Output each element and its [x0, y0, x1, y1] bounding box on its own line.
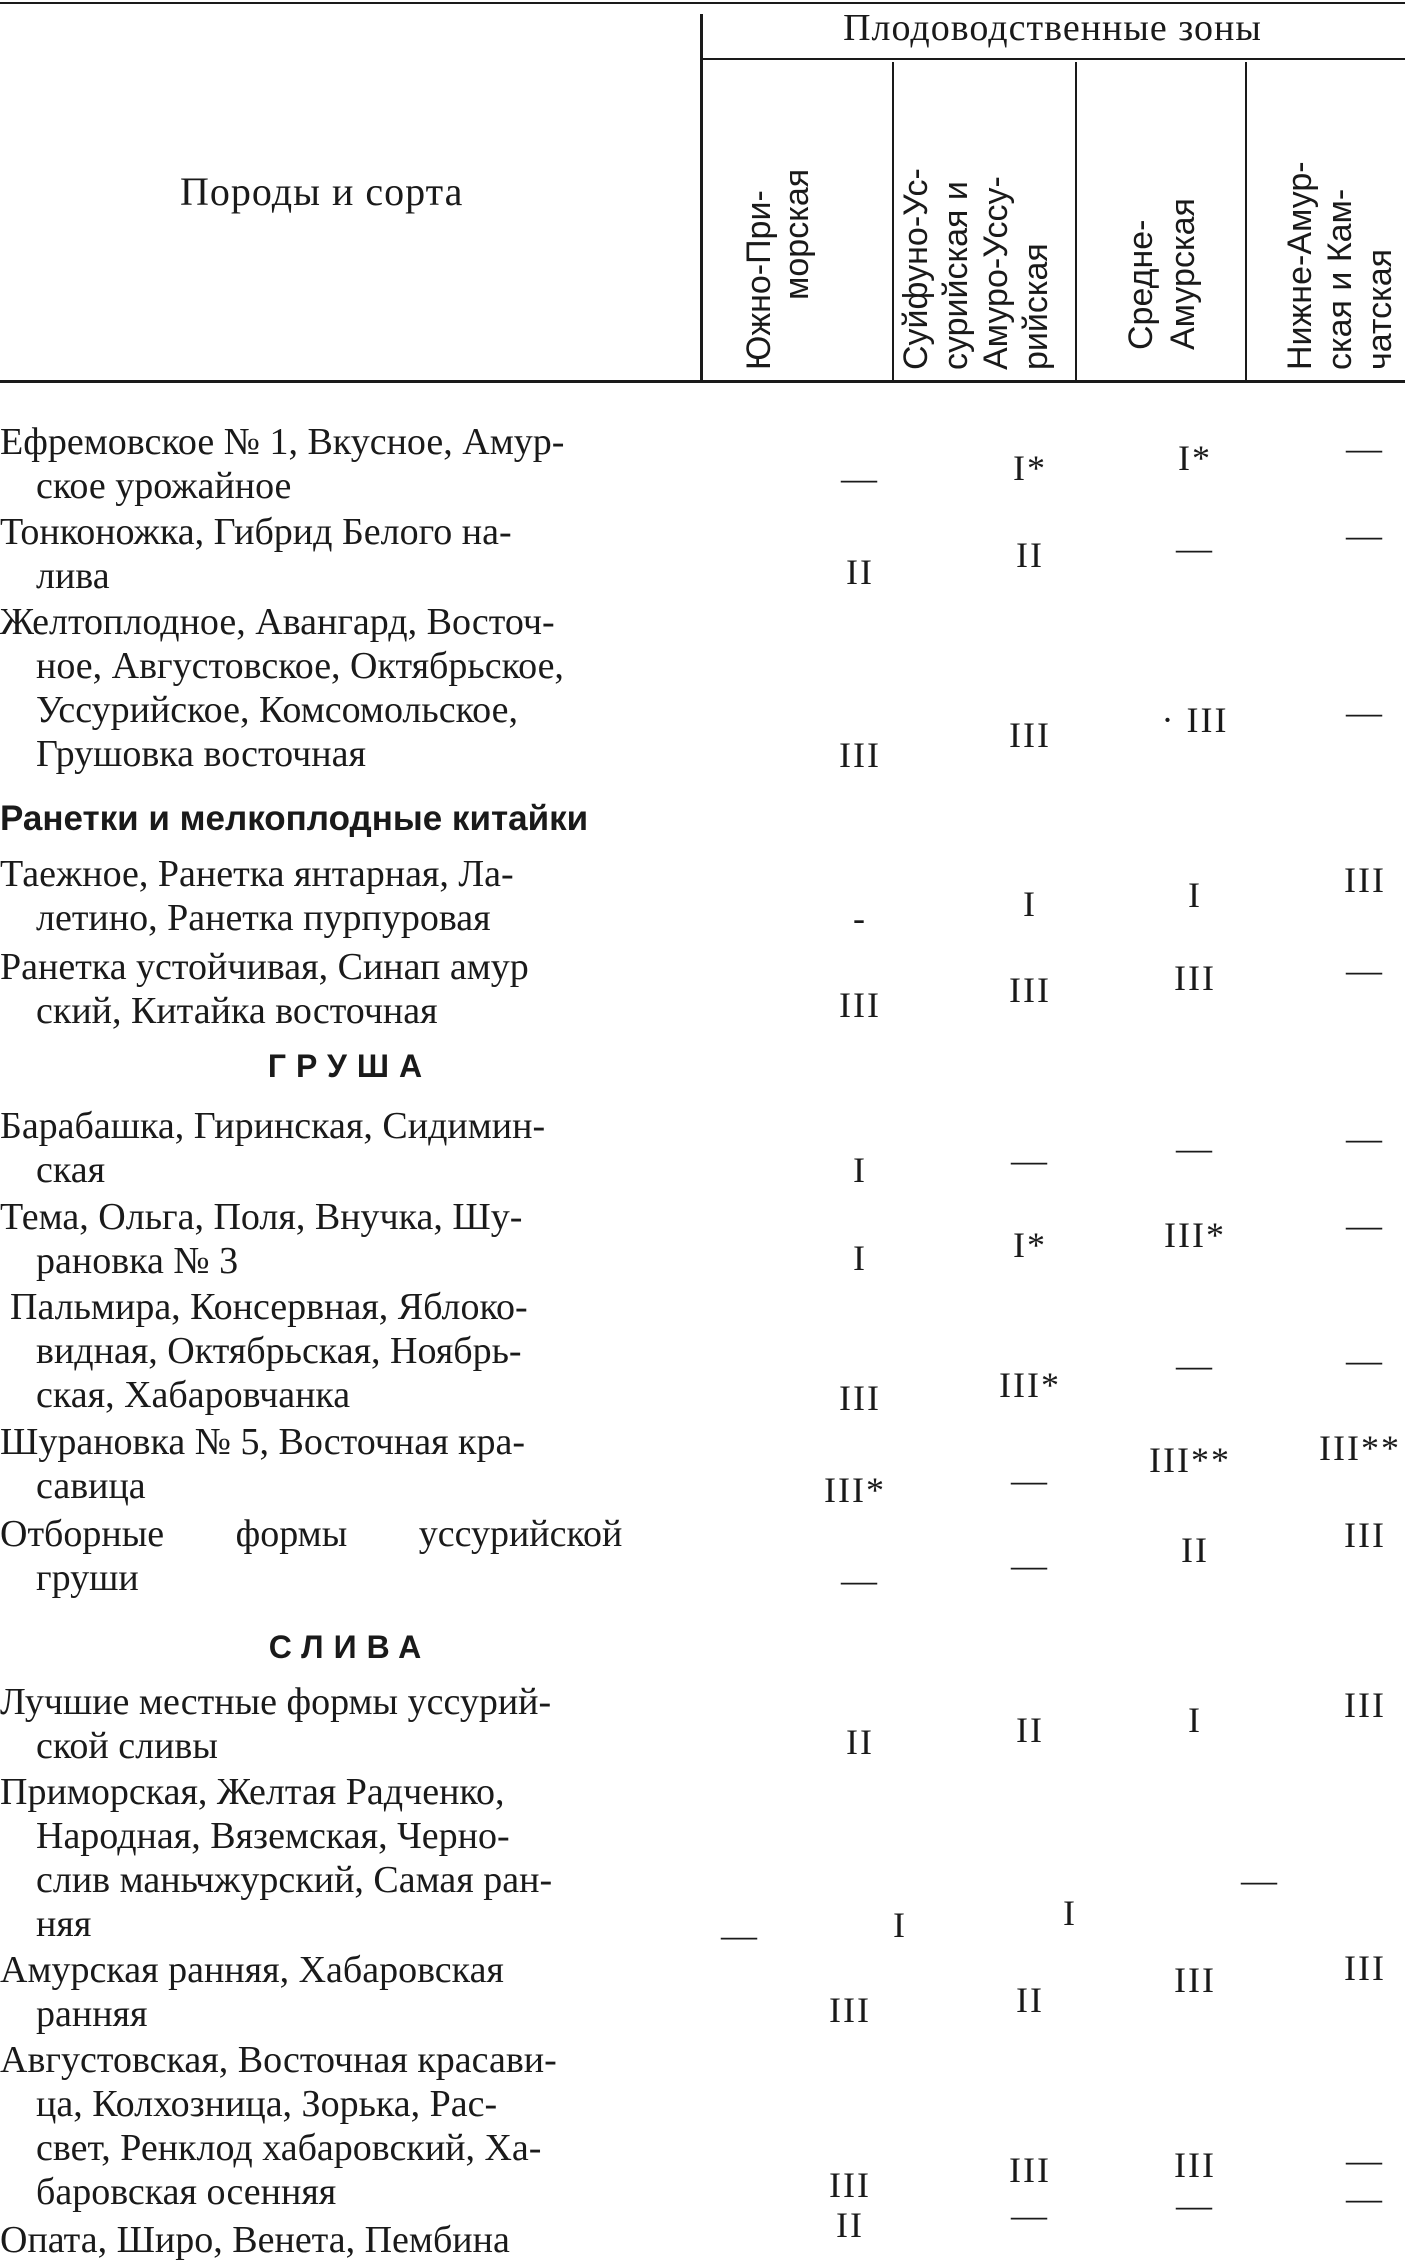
zone-mark: III — [829, 2165, 871, 2205]
zone-mark: III — [1009, 715, 1051, 755]
table-row-name: Лучшие местные формы уссурий- ской сливы — [0, 1681, 552, 1767]
section-grusha: ГРУША — [267, 1048, 433, 1084]
table-row-name: Таежное, Ранетка янтарная, Ла- летино, Ранетка пурпуровая — [0, 853, 514, 939]
zone-mark: — — [1011, 1460, 1049, 1500]
zone-mark: III* — [999, 1365, 1061, 1405]
column-header-middle-amur: Средне- Амурская — [1122, 198, 1202, 350]
zone-mark: II — [846, 1722, 874, 1762]
zone-mark: II — [836, 2205, 864, 2245]
zone-mark: III* — [824, 1470, 886, 1510]
zone-mark: I — [853, 1238, 867, 1278]
zone-mark: II — [846, 552, 874, 592]
column-header-lower-amur-kamchatka: Нижне-Амур- ская и Кам- чатская — [1281, 161, 1399, 370]
zone-mark: I — [1188, 1700, 1202, 1740]
zone-mark: I* — [1178, 438, 1212, 478]
zone-mark: I — [1188, 875, 1202, 915]
zone-mark: II — [1016, 1710, 1044, 1750]
zone-mark: I — [1063, 1893, 1077, 1933]
zone-mark: III** — [1319, 1428, 1401, 1468]
zone-mark: I* — [1013, 1225, 1047, 1265]
zone-mark: III — [1174, 958, 1216, 998]
table-row-name: Тема, Ольга, Поля, Внучка, Шу- рановка № 3 — [0, 1196, 523, 1282]
zone-mark: II — [1016, 1980, 1044, 2020]
table-row-name: Шурановка № 5, Восточная кра- савица — [0, 1421, 526, 1507]
divider-main — [700, 14, 703, 380]
section-sliva: СЛИВА — [268, 1629, 432, 1665]
divider-col-1 — [892, 62, 894, 380]
zone-mark: · III — [1161, 700, 1229, 740]
zone-mark: — — [1176, 1345, 1214, 1385]
zone-mark: III — [1344, 1948, 1386, 1988]
zone-mark: — — [1346, 950, 1384, 990]
table-row-name: Желтоплодное, Авангард, Восточ- ное, Августовское, Октябрьское, Уссурийское, Комсомольское, Грушовка восточная — [0, 601, 564, 775]
zone-mark: — — [1176, 2185, 1214, 2225]
zone-mark: III — [839, 985, 881, 1025]
zone-mark: — — [1011, 2195, 1049, 2235]
breeds-column-header: Породы и сорта — [180, 169, 464, 214]
zone-mark: — — [721, 1915, 759, 1955]
zone-mark: — — [1346, 1340, 1384, 1380]
column-header-south-primorsk: Южно-При- морская — [740, 168, 816, 370]
zone-mark: III* — [1164, 1215, 1226, 1255]
table-row-name: Пальмира, Консервная, Яблоко- видная, Октябрьская, Ноябрь- ская, Хабаровчанка — [10, 1286, 528, 1416]
zone-mark: III — [839, 735, 881, 775]
column-header-suifun-ussuri: Суйфуно-Ус- сурийская и Амуро-Уссу- рийская — [897, 168, 1055, 370]
divider-col-3 — [1245, 62, 1247, 380]
zone-mark: I* — [1013, 448, 1047, 488]
table-row-name: Ефремовское № 1, Вкусное, Амур- ское урожайное — [0, 421, 565, 507]
zone-mark: — — [1176, 1128, 1214, 1168]
zone-mark: — — [1241, 1860, 1279, 1900]
zone-mark: II — [1181, 1530, 1209, 1570]
zone-mark: III — [829, 1990, 871, 2030]
zone-mark: III — [1009, 970, 1051, 1010]
zone-mark: I — [1023, 884, 1037, 924]
table-row-name: Августовская, Восточная красави- ца, Колхозница, Зорька, Рас- свет, Ренклод хабаровский, Ха- баровская осенняя — [0, 2039, 557, 2213]
zone-mark: I — [853, 1150, 867, 1190]
zone-mark: III — [1344, 1685, 1386, 1725]
zone-mark: — — [1346, 692, 1384, 732]
zone-mark: — — [841, 1560, 879, 1600]
zone-mark: — — [1011, 1140, 1049, 1180]
header-bottom-rule — [0, 380, 1405, 383]
zone-mark: — — [841, 458, 879, 498]
zone-mark: — — [1346, 2178, 1384, 2218]
zones-rule — [700, 58, 1405, 60]
table-row-name: Амурская ранняя, Хабаровская ранняя — [0, 1949, 504, 2035]
zone-mark: — — [1176, 528, 1214, 568]
top-rule — [0, 2, 1405, 4]
table-row-name: Отборные формы уссурийской груши — [0, 1513, 623, 1599]
zones-title: Плодоводственные зоны — [843, 7, 1262, 49]
zone-mark: — — [1011, 1545, 1049, 1585]
table-row-name: Приморская, Желтая Радченко, Народная, Вяземская, Черно- слив маньчжурский, Самая ран- няя — [0, 1771, 553, 1945]
zone-mark: III — [839, 1378, 881, 1418]
table-row-name: Ранетка устойчивая, Синап амур ский, Китайка восточная — [0, 946, 529, 1032]
section-ranetki: Ранетки и мелкоплодные китайки — [0, 799, 589, 838]
zone-mark: — — [1346, 2140, 1384, 2180]
zone-mark: III** — [1149, 1440, 1231, 1480]
zone-mark: — — [1346, 1118, 1384, 1158]
zone-mark: — — [1346, 1205, 1384, 1245]
zone-mark: - — [853, 898, 867, 938]
zone-mark: I — [893, 1905, 907, 1945]
zone-mark: III — [1009, 2150, 1051, 2190]
zone-mark: — — [1346, 515, 1384, 555]
table-row-name: Опата, Широ, Венета, Пембина — [0, 2219, 510, 2261]
zone-mark: III — [1174, 2145, 1216, 2185]
table-row-name: Барабашка, Гиринская, Сидимин- ская — [0, 1105, 546, 1191]
divider-col-2 — [1075, 62, 1077, 380]
zone-mark: III — [1344, 1515, 1386, 1555]
zone-mark: III — [1344, 860, 1386, 900]
zone-mark: II — [1016, 535, 1044, 575]
zone-mark: III — [1174, 1960, 1216, 2000]
zone-mark: — — [1346, 428, 1384, 468]
table-row-name: Тонконожка, Гибрид Белого на- лива — [0, 511, 512, 597]
